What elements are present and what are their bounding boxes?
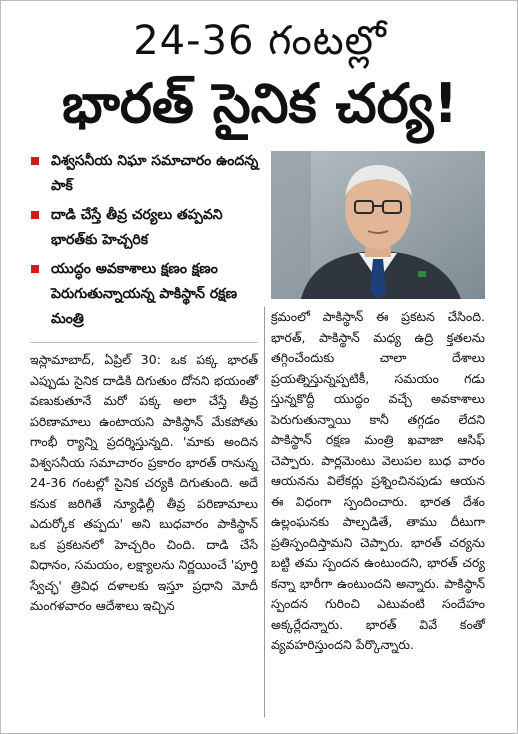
bullet-square-icon bbox=[31, 211, 39, 219]
column-divider-top bbox=[30, 342, 258, 343]
bullet-square-icon bbox=[31, 265, 39, 273]
article-column-1: ఇస్లామాబాద్, ఏప్రిల్ 30: ఒక పక్క భారత్ ఎప్పుడు సైనిక దాడికి దిగుతుం దోనని భయంతో వణుకుతూనే మరో పక్క అలా చేస్తే తీవ్ర పరిణామాలు ఉంటాయని పాకిస్థాన్ మేకపోతు గాంభీ ర్యాన్ని ప్రదర్శిస్తున్నది. 'మాకు అందిన విశ్వసనీయ సమాచారం ప్రకారం భారత్ రానున్న 24-36 గంటల్లో సైనిక చర్యకి దిగుతుంది. అదే కనుక జరిగితే న్యూఢిల్లీ తీవ్ర పరిణామాలు ఎదుర్కోక తప్పదు' అని బుధవారం పాకిస్థాన్ ఒక ప్రకటనలో హెచ్చరిం చింది. దాడి చేసే విధానం, సమయం, లక్ష్యాలను నిర్ణయించే 'పూర్తి స్వేచ్ఛ' త్రివిధ దళాలకు ఇస్తూ ప్రధాని మోదీ మంగళవారం ఆదేశాలు ఇచ్చిన bbox=[30, 352, 258, 613]
bullet-item bbox=[31, 257, 266, 332]
bullet-text: యుద్ధం అవకాశాలు క్షణం క్షణం పెరుగుతున్నాయన్న పాకిస్థాన్ రక్షణ మంత్రి bbox=[51, 261, 238, 327]
bullet-item bbox=[31, 149, 266, 199]
bullet-text: దాడి చేస్తే తీవ్ర చర్యలు తప్పవని భారత్‌కు హెచ్చరిక bbox=[51, 207, 223, 248]
portrait-illustration bbox=[271, 151, 485, 299]
bullet-text: విశ్వసనీయ నిఘా సమాచారం ఉందన్న పాక్ bbox=[51, 153, 259, 194]
column-rule bbox=[264, 307, 265, 717]
bullet-square-icon bbox=[31, 157, 39, 165]
bullet-item bbox=[31, 203, 266, 253]
headline-line-1: 24-36 గంటల్లో bbox=[133, 18, 387, 64]
bullet-list bbox=[31, 149, 266, 332]
headline-line-2: భారత్ సైనిక చర్య! bbox=[62, 72, 458, 135]
article-column-2: క్రమంలో పాకిస్థాన్ ఈ ప్రకటన చేసింది. భారత్, పాకిస్థాన్ మధ్య ఉద్రి క్తతలను తగ్గించేందుకు చాలా దేశాలు ప్రయత్నిస్తున్నప్పటికీ, సమయం గడు స్తున్నకొద్దీ యుద్ధం వచ్చే అవకాశాలు పెరుగుతున్నాయి కానీ తగ్గడం లేదని పాకిస్థాన్ రక్షణ మంత్రి ఖవాజా ఆసిఫ్ చెప్పారు. పార్లమెంటు వెలుపల బుధ వారం ఆయనను విలేకర్లు ప్రశ్నించినపుడు ఆయన ఈ విధంగా స్పందించారు. భారత దేశం ఉల్లంఘనకు పాల్పడితే, తాము దీటుగా ప్రతిస్పందిస్తామని చెప్పారు. భారత్ చర్యను బట్టి తమ స్పందన ఉంటుందని, భారత్ చర్య కన్నా భారీగా ఉంటుందని అన్నారు. పాకిస్థాన్ స్పందన గురించి ఎటువంటి సందేహం అక్కర్లేదన్నారు. భారత్ వివే కంతో వ్యవహరిస్తుందని పేర్కొన్నారు. bbox=[271, 309, 485, 652]
portrait-photo bbox=[271, 151, 485, 299]
